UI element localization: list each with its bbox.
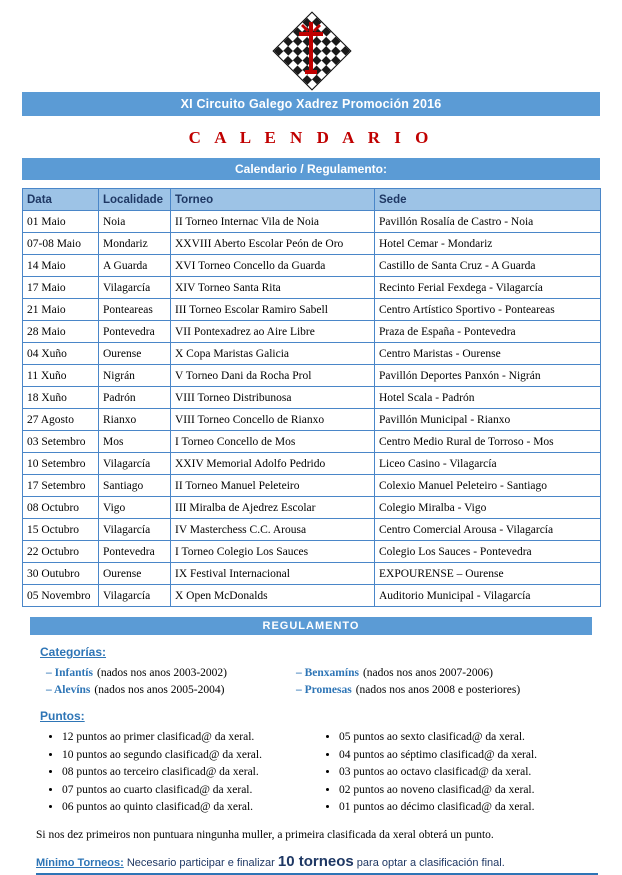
- cell-sede: Liceo Casino - Vilagarcía: [375, 453, 601, 475]
- cell-data: 18 Xuño: [23, 387, 99, 409]
- table-row: [23, 299, 601, 321]
- list-item: • 02 puntos ao noveno clasificad@ da xeral.: [339, 782, 594, 800]
- cell-localidade: Vilagarcía: [99, 585, 171, 607]
- categoria-item: [46, 682, 296, 699]
- list-item: • 05 puntos ao sexto clasificad@ da xeral.: [339, 729, 594, 747]
- cell-data: 05 Novembro: [23, 585, 99, 607]
- cell-sede: Auditorio Municipal - Vilagarcía: [375, 585, 601, 607]
- cell-localidade: Ponteareas: [99, 299, 171, 321]
- table-row: [23, 365, 601, 387]
- cell-sede: Colegio Los Sauces - Pontevedra: [375, 541, 601, 563]
- cell-torneo: II Torneo Manuel Peleteiro: [171, 475, 375, 497]
- list-item: • 06 puntos ao quinto clasificad@ da xeral.: [62, 799, 317, 817]
- cell-sede: Praza de España - Pontevedra: [375, 321, 601, 343]
- cell-torneo: XXIV Memorial Adolfo Pedrido: [171, 453, 375, 475]
- regulamento-bar: REGULAMENTO: [30, 617, 592, 635]
- cell-data: 27 Agosto: [23, 409, 99, 431]
- puntos-section: [40, 729, 594, 817]
- table-row: [23, 255, 601, 277]
- chess-circuit-logo: [272, 11, 350, 89]
- table-row: [23, 585, 601, 607]
- column-header-localidade: Localidade: [99, 189, 171, 211]
- calendar-table-body: [23, 211, 601, 607]
- list-item: • 12 puntos ao primer clasificad@ da xeral.: [62, 729, 317, 747]
- cell-torneo: XXVIII Aberto Escolar Peón de Oro: [171, 233, 375, 255]
- table-row: [23, 475, 601, 497]
- table-row: [23, 233, 601, 255]
- categoria-name: – Benxamíns: [296, 667, 359, 679]
- cell-data: 04 Xuño: [23, 343, 99, 365]
- column-header-torneo: Torneo: [171, 189, 375, 211]
- cell-data: 22 Octubro: [23, 541, 99, 563]
- list-item: • 04 puntos ao séptimo clasificad@ da xeral.: [339, 747, 594, 765]
- table-row: [23, 321, 601, 343]
- table-row: [23, 563, 601, 585]
- cell-localidade: Vilagarcía: [99, 277, 171, 299]
- cell-data: 21 Maio: [23, 299, 99, 321]
- list-item: • 03 puntos ao octavo clasificad@ da xeral.: [339, 764, 594, 782]
- cell-localidade: Vilagarcía: [99, 453, 171, 475]
- cell-sede: Recinto Ferial Fexdega - Vilagarcía: [375, 277, 601, 299]
- cell-sede: Hotel Scala - Padrón: [375, 387, 601, 409]
- table-header-row: [23, 189, 601, 211]
- minimo-torneos-label: Mínimo Torneos:: [36, 856, 124, 869]
- cell-localidade: Rianxo: [99, 409, 171, 431]
- cell-data: 30 Outubro: [23, 563, 99, 585]
- cell-localidade: Ourense: [99, 563, 171, 585]
- cell-sede: Centro Maristas - Ourense: [375, 343, 601, 365]
- cell-localidade: Pontevedra: [99, 541, 171, 563]
- document-title-bar: XI Circuito Galego Xadrez Promoción 2016: [22, 92, 600, 116]
- cell-localidade: Pontevedra: [99, 321, 171, 343]
- categorias-list: [46, 665, 586, 699]
- categoria-item: [296, 665, 493, 682]
- cell-localidade: Nigrán: [99, 365, 171, 387]
- cell-torneo: V Torneo Dani da Rocha Prol: [171, 365, 375, 387]
- minimo-text-before: Necesario participar e finalizar: [126, 856, 275, 869]
- column-header-data: Data: [23, 189, 99, 211]
- cell-data: 28 Maio: [23, 321, 99, 343]
- categoria-name: – Alevíns: [46, 684, 91, 696]
- puntos-label: Puntos:: [40, 709, 85, 723]
- categoria-years: (nados nos anos 2003-2002): [96, 667, 227, 679]
- cell-torneo: XIV Torneo Santa Rita: [171, 277, 375, 299]
- categoria-row: [46, 682, 586, 699]
- list-item: • 07 puntos ao cuarto clasificad@ da xeral.: [62, 782, 317, 800]
- cell-torneo: IX Festival Internacional: [171, 563, 375, 585]
- cell-data: 11 Xuño: [23, 365, 99, 387]
- minimo-text-after: para optar a clasificación final.: [356, 856, 505, 869]
- minimo-torneos-number: 10 torneos: [277, 852, 354, 870]
- cell-data: 10 Setembro: [23, 453, 99, 475]
- cell-data: 17 Maio: [23, 277, 99, 299]
- cell-torneo: VIII Torneo Distribunosa: [171, 387, 375, 409]
- cell-localidade: Mos: [99, 431, 171, 453]
- cell-localidade: Santiago: [99, 475, 171, 497]
- red-cross-sword-icon: [279, 18, 343, 82]
- cell-localidade: Noia: [99, 211, 171, 233]
- cell-sede: Pavillón Rosalía de Castro - Noia: [375, 211, 601, 233]
- cell-torneo: II Torneo Internac Vila de Noia: [171, 211, 375, 233]
- cell-torneo: IV Masterchess C.C. Arousa: [171, 519, 375, 541]
- cell-localidade: Mondariz: [99, 233, 171, 255]
- muller-note: Si nos dez primeiros non puntuara ningunha muller, a primeira clasificada da xeral obterá un punto.: [36, 828, 494, 841]
- table-row: [23, 409, 601, 431]
- puntos-column-right: [317, 729, 594, 817]
- table-row: [23, 431, 601, 453]
- table-row: [23, 387, 601, 409]
- cell-sede: Pavillón Deportes Panxón - Nigrán: [375, 365, 601, 387]
- calendar-table: [22, 188, 601, 607]
- cell-sede: Centro Medio Rural de Torroso - Mos: [375, 431, 601, 453]
- cell-torneo: VIII Torneo Concello de Rianxo: [171, 409, 375, 431]
- cell-torneo: III Miralba de Ajedrez Escolar: [171, 497, 375, 519]
- cell-sede: Colexio Manuel Peleteiro - Santiago: [375, 475, 601, 497]
- cell-localidade: Ourense: [99, 343, 171, 365]
- cell-data: 03 Setembro: [23, 431, 99, 453]
- cell-torneo: I Torneo Colegio Los Sauces: [171, 541, 375, 563]
- categoria-years: (nados nos anos 2007-2006): [362, 667, 493, 679]
- categoria-years: (nados nos anos 2008 e posteriores): [355, 684, 521, 696]
- list-item: • 01 puntos ao décimo clasificad@ da xeral.: [339, 799, 594, 817]
- cell-sede: Colegio Miralba - Vigo: [375, 497, 601, 519]
- table-row: [23, 541, 601, 563]
- categoria-years: (nados nos anos 2005-2004): [94, 684, 225, 696]
- cell-torneo: XVI Torneo Concello da Guarda: [171, 255, 375, 277]
- column-header-sede: Sede: [375, 189, 601, 211]
- cell-data: 15 Octubro: [23, 519, 99, 541]
- cell-data: 14 Maio: [23, 255, 99, 277]
- cell-data: 17 Setembro: [23, 475, 99, 497]
- cell-torneo: VII Pontexadrez ao Aire Libre: [171, 321, 375, 343]
- categoria-item: [296, 682, 520, 699]
- cell-sede: EXPOURENSE – Ourense: [375, 563, 601, 585]
- minimo-torneos-row: [36, 853, 598, 875]
- cell-sede: Castillo de Santa Cruz - A Guarda: [375, 255, 601, 277]
- cell-sede: Pavillón Municipal - Rianxo: [375, 409, 601, 431]
- page-title: C A L E N D A R I O: [188, 128, 434, 147]
- table-row: [23, 343, 601, 365]
- cell-localidade: Vigo: [99, 497, 171, 519]
- table-row: [23, 211, 601, 233]
- cell-data: 08 Octubro: [23, 497, 99, 519]
- puntos-column-left: [40, 729, 317, 817]
- cell-sede: Centro Comercial Arousa - Vilagarcía: [375, 519, 601, 541]
- cell-localidade: Padrón: [99, 387, 171, 409]
- section-subtitle-bar: Calendario / Regulamento:: [22, 158, 600, 180]
- cell-torneo: X Copa Maristas Galicia: [171, 343, 375, 365]
- categoria-row: [46, 665, 586, 682]
- table-row: [23, 497, 601, 519]
- cell-data: 07-08 Maio: [23, 233, 99, 255]
- cell-localidade: Vilagarcía: [99, 519, 171, 541]
- cell-torneo: I Torneo Concello de Mos: [171, 431, 375, 453]
- categoria-name: – Promesas: [296, 684, 352, 696]
- table-row: [23, 453, 601, 475]
- cell-sede: Hotel Cemar - Mondariz: [375, 233, 601, 255]
- table-row: [23, 277, 601, 299]
- cell-data: 01 Maio: [23, 211, 99, 233]
- table-row: [23, 519, 601, 541]
- list-item: • 08 puntos ao terceiro clasificad@ da xeral.: [62, 764, 317, 782]
- logo-container: [0, 0, 622, 86]
- categorias-label: Categorías:: [40, 645, 107, 659]
- categoria-item: [46, 665, 296, 682]
- cell-sede: Centro Artístico Sportivo - Ponteareas: [375, 299, 601, 321]
- categoria-name: – Infantís: [46, 667, 93, 679]
- cell-torneo: III Torneo Escolar Ramiro Sabell: [171, 299, 375, 321]
- cell-localidade: A Guarda: [99, 255, 171, 277]
- cell-torneo: X Open McDonalds: [171, 585, 375, 607]
- list-item: • 10 puntos ao segundo clasificad@ da xeral.: [62, 747, 317, 765]
